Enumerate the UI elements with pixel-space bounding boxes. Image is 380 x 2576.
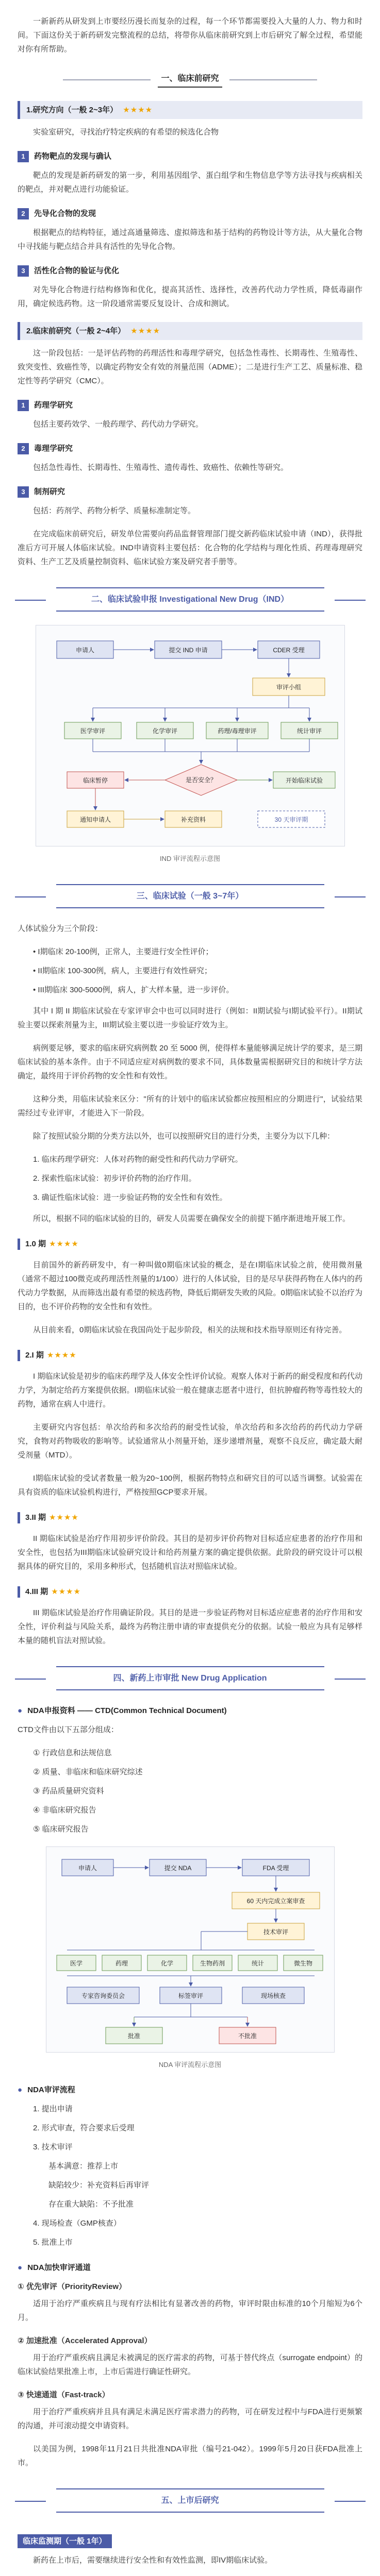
flow-label: 药理/毒理审评: [217, 727, 257, 735]
flow-label: 生物药剂: [200, 1960, 225, 1967]
item-number: 3: [18, 486, 29, 498]
flow-label: FDA 受理: [262, 1865, 289, 1872]
nda-review-heading: [18, 2083, 362, 2097]
item-title: 毒理学研究: [34, 444, 73, 453]
purpose-item: 3. 确证性临床试验：进一步验证药物的安全性和有效性。: [33, 1193, 227, 1202]
phase-2-text: II 期临床试验是治疗作用初步评价阶段。其目的是初步评价药物对目标适应症患者的治疗作用和安全性，也包括为III期临床试验研究设计和给药剂量方案的确定提供依据。此阶段的研究设计可以根据具体的研究目的，采用多种形式，包括随机盲法对照临床试验。: [18, 1534, 362, 1571]
section-banner-clinical: 三、临床试验（一般 3~7年）: [56, 884, 324, 908]
flow-label: 化学: [160, 1960, 173, 1967]
item-number: 3: [18, 265, 29, 277]
phase-item: • I期临床 20-100例，正常人，主要进行安全性评价；: [33, 947, 213, 956]
flow-label: 不批准: [238, 2032, 257, 2040]
heading-bar: [18, 1239, 20, 1250]
phase-1-text: I 期临床试验是初步的临床药理学及人体安全性评价试验。观察人体对于新药的耐受程度和药代动力学，为制定给药方案提供依据。I期临床试验一般在健康志愿者中进行，但抗肿瘤药物等毒性较大的药物，通常在病人中进行。: [18, 1372, 362, 1409]
nda-flowchart: [46, 1846, 335, 2053]
postmarket-text: 新药在上市后，需要继续进行安全性和有效性监测，即IV期临床试验。: [33, 2556, 273, 2565]
flow-label: 通知申请人: [79, 816, 111, 823]
purpose-item: 1. 临床药理学研究：人体对药物的耐受性和药代动力学研究。: [33, 1155, 243, 1164]
section-banner-postmarket: 五、上市后研究: [56, 2488, 324, 2513]
review-step: 存在重大缺陷：不予批准: [48, 2200, 134, 2209]
flow-label: 提交 IND 申请: [168, 647, 208, 654]
rating-stars: ★★★★: [49, 1513, 79, 1522]
item-title: 先导化合物的发现: [34, 209, 96, 218]
rating-stars: ★★★★: [49, 1240, 79, 1248]
flow-label: 专家咨询委员会: [81, 1992, 125, 1999]
flow-label: 化学审评: [152, 727, 177, 735]
clinical-paragraph: 除了按照试验分期的分类方法以外，也可以按照研究目的进行分类，主要分为以下几种：: [33, 1132, 335, 1141]
phase-0-text: 从目前来看，0期临床试验在我国尚处于起步阶段，相关的法规和技术指导原则还有待完善。: [33, 1326, 347, 1334]
ind-intro-text: 在完成临床前研究后，研发单位需要向药品监督管理部门提交新药临床试验申请（IND），获得批准后方可开展人体临床试验。IND申请资料主要包括：化合物的化学结构与理化性质、药理毒理研究资料、生产工艺及质量控制资料、临床试验方案及研究者手册等。: [18, 530, 362, 566]
fast-track-item-text: 适用于治疗严重疾病且与现有疗法相比有显著改善的药物，审评时限由标准的10个月缩短为6个月。: [18, 2299, 362, 2322]
ctd-module: ④ 非临床研究报告: [33, 1806, 96, 1815]
flow-label: 审评小组: [276, 684, 301, 691]
phase-2-title: 3.II 期: [25, 1513, 46, 1522]
item-text: 根据靶点的结构特征，通过高通量筛选、虚拟筛选和基于结构的药物设计等方法，从大量化合物中寻找能与靶点结合并具有活性的先导化合物。: [18, 228, 362, 251]
fast-track-item-text: 用于治疗严重疾病并且具有满足未满足医疗需求潜力的药物，可在研发过程中与FDA进行更频繁的沟通，并可滚动提交申请资料。: [18, 2408, 362, 2430]
flow-label: 统计: [251, 1960, 264, 1967]
flow-label: 药理: [115, 1960, 128, 1967]
flow-label: 批准: [127, 2032, 140, 2040]
phase-1-text: I期临床试验的受试者数量一般为20~100例，根据药物特点和研究目的可以适当调整。试验需在具有资质的临床试验机构进行，严格按照GCP要求开展。: [18, 1474, 362, 1497]
item-heading: [18, 398, 362, 412]
ctd-module: ① 行政信息和法规信息: [33, 1749, 112, 1757]
rating-stars: ★★★★: [51, 1587, 81, 1596]
section-banner-ind: 二、临床试验申报 Investigational New Drug（IND）: [56, 587, 324, 612]
phase-3-heading: [18, 1585, 362, 1599]
research-direction-heading: [18, 101, 362, 119]
item-number: 1: [18, 151, 29, 162]
flow-label: CDER 受理: [272, 647, 305, 654]
flow-label: 申请人: [78, 1865, 97, 1872]
review-step: 3. 技术审评: [33, 2143, 73, 2151]
flow-label: 临床暂停: [82, 777, 108, 784]
research-direction-title: 1.研究方向（一般 2~3年）: [26, 106, 118, 114]
monitoring-period-label: 临床监测期（一般 1年）: [18, 2534, 112, 2548]
flow-label: 现场核查: [260, 1992, 286, 1999]
flow-label: 统计审评: [296, 727, 322, 735]
divider-line: [63, 79, 151, 80]
phase-3-title: 4.III 期: [25, 1587, 48, 1596]
review-step: 5. 批准上市: [33, 2238, 73, 2247]
item-heading: [18, 207, 362, 221]
ind-flowchart: [36, 625, 345, 846]
item-number: 2: [18, 208, 29, 219]
phase-1-text: 主要研究内容包括：单次给药和多次给药的耐受性试验，单次给药和多次给药的药代动力学研究，食物对药物吸收的影响等。试验通常从小剂量开始，逐步递增剂量，观察不良反应，确定最大耐受剂量（MTD）。: [18, 1423, 362, 1460]
item-text: 靶点的发现是新药研发的第一步，利用基因组学、蛋白组学和生物信息学等方法寻找与疾病相关的靶点，并对靶点进行功能验证。: [18, 171, 362, 194]
review-step: 2. 形式审查，符合要求后受理: [33, 2124, 135, 2132]
flow-label: 30 天审评期: [274, 816, 308, 823]
item-text: 包括：药剂学、药物分析学、质量标准制定等。: [33, 506, 196, 515]
clinical-paragraph: 所以，根据不同的临床试验的目的，研发人员需要在确保安全的前提下循序渐进地开展工作。: [33, 1214, 351, 1223]
item-heading: [18, 485, 362, 499]
clinical-intro: 人体试验分为三个阶段：: [18, 924, 103, 933]
item-heading: [18, 264, 362, 278]
ctd-intro: CTD文件由以下五部分组成：: [18, 1725, 119, 1734]
clinical-paragraph: 病例要足够，要求的临床研究病例数 20 至 5000 例，使得样本量能够满足统计学的要求，是三期临床试验的基本条件。由于不同适应症对病例数的要求不同，具体数量需根据研究目的和统计学方法确定，最终用于评价药物的安全性和有效性。: [18, 1044, 362, 1080]
review-step: 基本满意：推荐上市: [48, 2162, 119, 2171]
flow-label: 技术审评: [263, 1928, 288, 1936]
preclinical-study-heading: [18, 322, 362, 340]
rating-stars: ★★★★: [46, 1351, 77, 1360]
nda-history-text: 以美国为例，1998年11月21日共批准NDA审批（编号21-042）。1999年5月20日获FDA批准上市。: [18, 2445, 362, 2467]
phase-1-title: 2.I 期: [25, 1351, 44, 1360]
flow-label: 开始临床试验: [285, 777, 323, 784]
flow-label: 标签审评: [178, 1992, 203, 1999]
ctd-title: NDA申报资料 —— CTD(Common Technical Document): [27, 1706, 227, 1715]
section-banner-nda: 四、新药上市审批 New Drug Application: [56, 1666, 324, 1690]
rating-stars: ★★★★: [130, 327, 161, 335]
nda-fast-title: NDA加快审评通道: [27, 2263, 91, 2272]
phase-3-text: III 期临床试验是治疗作用确证阶段。其目的是进一步验证药物对目标适应症患者的治疗作用和安全性，评价利益与风险关系，最终为药物注册申请的审查提供充分的依据。试验一般应为具有足够样本量的随机盲法对照试验。: [18, 1608, 362, 1645]
purpose-item: 2. 探索性临床试验：初步评价药物的治疗作用。: [33, 1174, 196, 1183]
item-title: 药物靶点的发现与确认: [34, 152, 112, 161]
preclinical-study-title: 2.临床前研究（一般 2~4年）: [26, 327, 126, 335]
flow-label: 医学: [70, 1960, 82, 1967]
phase-0-title: 1.0 期: [25, 1240, 46, 1248]
heading-bar: [18, 1350, 20, 1361]
phase-2-heading: [18, 1511, 362, 1524]
ind-flowchart-caption: IND 审评流程示意图: [159, 855, 220, 862]
item-text: 包括急性毒性、长期毒性、生殖毒性、遗传毒性、致癌性、依赖性等研究。: [33, 463, 289, 472]
flow-label: 是否安全？: [185, 776, 217, 784]
flow-label: 提交 NDA: [164, 1865, 191, 1872]
phase-0-heading: [18, 1237, 362, 1251]
intro-paragraph: 一新新药从研发到上市要经历漫长而复杂的过程，每一个环节都需要投入大量的人力、物力和时间。下面这份关于新药研发完整流程的总结，将带你从临床前研究到上市后研究了解全过程，希望能对你有所帮助。: [18, 17, 362, 54]
flow-label: 微生物: [293, 1960, 312, 1967]
phase-item: • III期临床 300-5000例，病人，扩大样本量，进一步评价。: [33, 986, 234, 994]
fast-track-item-text: 用于治疗严重疾病且满足未被满足的医疗需求的药物，可基于替代终点（surrogate endpoint）的临床试验结果批准上市，上市后需进行确证性研究。: [18, 2353, 362, 2376]
clinical-paragraph: 这种分类，用临床试验来区分："所有的计划中的临床试验都应按照相应的分期进行"，试验结果需经过专业评审，才能进入下一阶段。: [18, 1095, 362, 1117]
phase-1-heading: [18, 1348, 362, 1362]
clinical-paragraph: 其中 I 期 II 期临床试验在专家评审会中也可以同时进行（例如：II期试验与I期试验平行）。II期试验主要以探索剂量为主，III期试验主要以进一步验证疗效为主。: [18, 1007, 362, 1029]
review-step: 1. 提出申请: [33, 2105, 73, 2113]
flow-label: 60 天内完成立案审查: [246, 1897, 305, 1905]
review-step: 缺陷较少：补充资料后再审评: [48, 2181, 150, 2190]
flow-label: 医学审评: [80, 727, 105, 735]
review-step: 4. 现场检查（GMP核查）: [33, 2219, 121, 2228]
item-text: 对先导化合物进行结构修饰和优化，提高其活性、选择性，改善药代动力学性质，降低毒副作用，确定候选药物。这一阶段通常需要反复设计、合成和测试。: [18, 285, 362, 308]
nda-flowchart-caption: NDA 审评流程示意图: [158, 2061, 222, 2069]
bullet-icon: ●: [18, 2263, 23, 2272]
rating-stars: ★★★★: [123, 106, 153, 114]
item-heading: [18, 149, 362, 163]
flow-label: 申请人: [75, 647, 94, 654]
ind-flowchart-svg: [36, 625, 344, 846]
heading-bar: [18, 1512, 20, 1523]
ctd-module: ② 质量、非临床和临床研究综述: [33, 1768, 143, 1776]
ctd-module: ⑤ 临床研究报告: [33, 1825, 89, 1834]
phase-0-text: 目前国外的新药研发中，有一种叫做0期临床试验的概念，是在I期临床试验之前，使用微剂量（通常不超过100微克或药理活性剂量的1/100）进行的人体试验，目的是尽早获得药物在人体内的药代动力学数据，从而筛选出最有希望的候选药物，降低后期研发失败的风险。0期临床试验不以治疗为目的，也不评价药物的安全性和有效性。: [18, 1261, 362, 1311]
flow-label: 补充资料: [180, 816, 206, 823]
item-text: 包括主要药效学、一般药理学、药代动力学研究。: [33, 420, 204, 429]
preclinical-study-text: 这一阶段包括：一是评估药物的药理活性和毒理学研究，包括急性毒性、长期毒性、生殖毒性、致突变性、致癌性等，以确定药物安全有效的剂量范围（ADME）；二是进行生产工艺、质量标准、稳定性等药学研究（CMC）。: [18, 349, 362, 385]
item-title: 制剂研究: [34, 487, 65, 496]
fast-track-item-title: ② 加速批准（Accelerated Approval）: [18, 2336, 152, 2345]
nda-review-title: NDA审评流程: [27, 2086, 75, 2094]
item-number: 1: [18, 400, 29, 411]
fast-track-item-title: ① 优先审评（PriorityReview）: [18, 2282, 127, 2291]
nda-flowchart-svg: [46, 1847, 334, 2052]
divider-line: [229, 79, 317, 80]
section-title-preclinical: [18, 72, 362, 88]
section-title-text: 一、临床前研究: [158, 72, 222, 88]
item-heading: [18, 442, 362, 455]
nda-fast-heading: [18, 2261, 362, 2275]
ctd-heading: [18, 1704, 362, 1718]
phase-item: • II期临床 100-300例，病人，主要进行有效性研究；: [33, 967, 212, 975]
item-title: 药理学研究: [34, 401, 73, 410]
item-title: 活性化合物的验证与优化: [34, 266, 120, 275]
research-direction-text: 实验室研究，寻找治疗特定疾病的有希望的候选化合物: [33, 128, 219, 137]
heading-bar: [18, 1586, 20, 1598]
ctd-module: ③ 药品质量研究资料: [33, 1787, 104, 1795]
bullet-icon: ●: [18, 2086, 23, 2094]
item-number: 2: [18, 443, 29, 454]
fast-track-item-title: ③ 快速通道（Fast-track）: [18, 2391, 110, 2399]
bullet-icon: ●: [18, 1706, 23, 1715]
